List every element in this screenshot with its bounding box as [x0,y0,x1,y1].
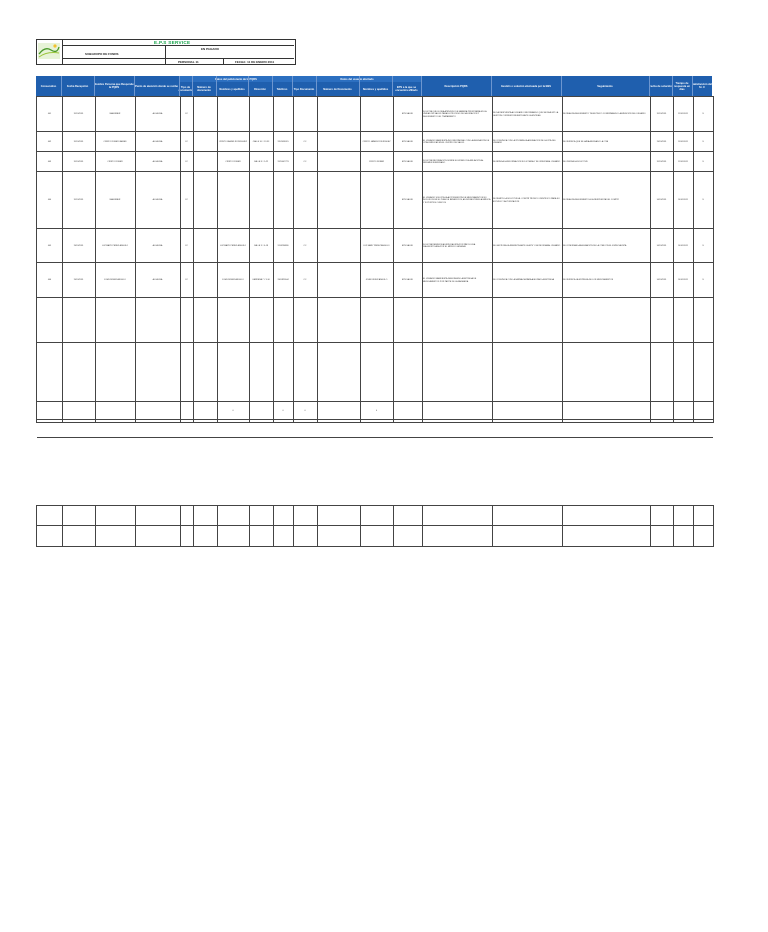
column-divider [272,76,273,96]
table-cell [674,344,692,401]
table-cell: LUZ MARY PEREZ ANGULO [363,244,390,247]
column-header: Tipo Documento [293,87,315,91]
table-cell [63,299,94,342]
table-cell [250,299,272,342]
table-cell [181,421,192,437]
table-cell: S [702,113,704,116]
table-cell [361,299,392,342]
table-cell [294,421,316,437]
table-cell [318,421,359,437]
table-cell: SE CIERRA LA SOLICITUD [563,160,588,163]
table-cell [394,299,421,342]
table-cell [38,344,61,401]
column-divider [193,506,194,546]
pqrs-table [36,96,714,423]
table-cell: 004 [47,199,52,202]
table-cell [423,299,491,342]
column-header: Número de Documento [323,87,352,91]
column-divider [216,76,217,96]
table-cell [194,299,216,342]
table-cell: SE BRINDA LA INFORMACIÓN SOLICITADA Y SE ORIENTA AL USUARIO [493,160,561,163]
column-divider [249,506,250,546]
table-row [37,151,713,172]
group-header-peticionario: Datos del peticionario de la PQRS [180,76,292,82]
group-header-usuario: Datos del usuario afectado [292,76,422,82]
table-cell [394,403,421,419]
table-cell: 0 [304,409,306,412]
table-cell: SOLICITA INFORMACIÓN SOBRE EL ESTADO DE AFILIACIÓN AL RÉGIMEN SUBSIDIADO [423,159,484,164]
table-cell: CC [185,160,188,163]
table-cell [250,173,272,228]
column-divider [248,76,249,96]
table-cell: CALLE 10 # 12-33 [252,140,270,143]
table-cell: S [702,160,704,163]
table-cell: CRISTO ROBER [368,160,385,163]
table-cell [194,403,216,419]
table-cell [694,403,712,419]
header-divider [62,45,294,46]
column-header: Punto de atención donde se recibe [135,84,178,88]
column-divider [180,506,181,546]
header-divider [165,45,166,64]
table-cell: EPS SALUD [401,113,414,116]
column-divider [316,76,317,96]
column-divider [492,506,493,546]
table-cell: 12/01/2011 [678,113,688,116]
table-cell: S [702,279,704,282]
table-cell [38,299,61,342]
table-row [37,437,713,456]
table-cell [694,344,712,401]
table-cell [394,439,421,455]
table-cell: CRISTO ROBER [225,160,241,163]
table-cell [38,421,61,437]
header-divider [62,58,294,59]
column-header: EPS a la que se encuentra afiliado [395,86,418,92]
table-cell [361,98,392,131]
table-cell [218,439,248,455]
table-cell [394,421,421,437]
table-cell [651,344,672,401]
table-cell [318,230,359,262]
table-cell: EPS SALUD [401,279,414,282]
column-header: Seguimiento [597,84,613,88]
column-header: Nombres y apellidos [362,87,389,91]
column-header: Teléfono [276,87,288,91]
table-cell: 12/01/2011 [656,160,667,163]
table-cell [694,421,712,437]
column-divider [692,76,693,96]
table-cell [423,439,491,455]
table-cell [563,439,649,455]
table-cell: 12/01/2011 [656,113,667,116]
table-cell [63,344,94,401]
table-cell [694,299,712,342]
column-header: Descripción PQRS [444,84,468,88]
table-cell: 005 [47,244,52,247]
table-row [37,262,713,298]
table-cell: MAGINBER [109,113,121,116]
table-cell: CC [185,244,188,247]
table-cell: ALCALDÍA [152,279,163,282]
table-cell: EPS SALUD [401,140,414,143]
table-cell: EL USUARIO MANIFIESTA DEMORA EN LA ENTREGA DE MEDICAMENTOS POR PARTE DE LA FARMACIA [423,278,477,283]
table-cell [493,299,561,342]
column-divider [192,76,193,96]
header-subtitle: SUBGRUPO DE FUNDS [85,52,119,56]
table-cell [361,421,392,437]
table-cell: 3114230880 [277,244,289,247]
header-meta-left: PERSONAL 11 [178,60,199,64]
table-cell [218,344,248,401]
table-cell [294,98,316,131]
table-cell [218,421,248,437]
company-logo-icon [37,41,61,61]
table-row [37,401,713,420]
table-cell [318,153,359,171]
table-cell: SE REMITE LA SOLICITUD AL COMITÉ TÉCNICO CIENTÍFICO PARA SU ESTUDIO Y AUTORIZACIÓN [493,198,560,203]
table-cell [563,299,649,342]
table-cell [181,439,192,455]
table-cell: 0 [232,409,234,412]
table-cell [318,173,359,228]
table-cell: SE COMUNICA CON LA IPS PARA LA ASIGNACIÓN DE LA CITA DEL USUARIO [493,139,556,144]
column-divider [94,76,95,96]
table-cell: 13/01/2011 [73,279,84,282]
table-cell: 14/01/2011 [678,199,688,202]
column-divider [392,76,393,96]
table-cell: CC [303,279,307,282]
header-divider [223,58,224,64]
table-cell [361,344,392,401]
table-cell: 13/01/2011 [656,140,667,143]
table-cell [361,439,392,455]
table-cell [274,98,292,131]
table-cell [318,264,359,297]
table-cell: LUZ MARY PEREZ ANGULO [219,244,247,247]
column-divider [95,506,96,546]
table-cell [136,344,179,401]
column-divider [673,506,674,546]
table-cell: CC [303,244,307,247]
header-meta-right: FECHA: 11 DE ENERO 2011 [235,60,275,64]
table-cell [274,173,292,228]
table-cell: SE DA RESPUESTA AL USUARIO INFORMANDO QUE SE REALIZÓ LA GESTIÓN CORRESPONDIENTE ANTE LA ENTIDAD [493,112,559,117]
table-cell: CC [185,199,188,202]
table-cell [194,98,216,131]
column-header: Nombre Persona que Responde la PQRS [94,83,134,89]
table-cell: CRISTO JAIMES RODRÍGUEZ [219,140,247,143]
table-cell: CC [303,140,307,143]
table-cell [38,439,61,455]
table-cell: 14/01/2011 [656,244,667,247]
column-divider [562,506,563,546]
table-cell [96,421,134,437]
table-cell: 3125047723 [277,160,289,163]
table-cell [250,344,272,401]
table-cell: 001 [47,113,52,116]
table-cell: EPS SALUD [401,160,414,163]
table-cell [318,133,359,151]
table-cell: EL USUARIO SOLICITA LA AUTORIZACIÓN DE MEDICAMENTOS NO INCLUIDOS EN EL PLAN DE BENEFICIOS, ADJUNTA FÓRMULA MÉDICA Y SOPORTES CLÍNICOS [423,196,491,204]
table-cell [194,344,216,401]
table-cell [423,344,491,401]
table-cell [274,421,292,437]
column-divider [359,76,360,96]
column-divider [61,76,62,96]
column-divider [491,76,492,96]
table-cell [63,403,94,419]
table-cell: EPS SALUD [401,199,414,202]
table-cell [136,439,179,455]
column-divider [134,76,135,96]
table-cell [181,344,192,401]
table-cell: 14/01/2011 [656,199,667,202]
table-cell: 12/01/2011 [73,160,84,163]
column-divider [693,506,694,546]
table-cell [194,264,216,297]
table-row [37,228,713,263]
table-cell [563,403,649,419]
table-cell: 3105823644 [277,279,289,282]
table-cell [181,299,192,342]
table-cell: S [702,140,704,143]
header-divider [62,39,63,64]
table-cell [218,299,248,342]
table-cell: CC [303,160,307,163]
table-cell: EPS SALUD [401,244,414,247]
table-cell: LUZ MARY PEREZ ANGULO [101,244,129,247]
column-header: Fecha de solución [649,84,672,88]
table-cell: 14/01/2011 [678,244,688,247]
table-cell: 003 [47,160,52,163]
table-cell [674,299,692,342]
column-header: Tiempo de respuesta en días [673,81,690,91]
column-divider [273,506,274,546]
table-cell: S [702,199,704,202]
table-cell: SE COMUNICA CON LA FARMACIA PARA AGILIZAR LA ENTREGA [493,279,554,282]
table-cell [274,439,292,455]
table-cell [651,421,672,437]
table-cell [563,421,649,437]
column-divider [561,76,562,96]
column-divider [360,506,361,546]
table-row [37,297,713,343]
table-cell: 12/01/2011 [73,199,84,202]
column-header: Tipo de documento [178,86,193,92]
table-cell [493,421,561,437]
table-row [37,96,713,132]
table-cell [63,421,94,437]
table-cell: ALCALDÍA [152,244,163,247]
table-cell [651,403,672,419]
table-cell [250,439,272,455]
table-cell: JOHN DIDIER ANGULO [365,279,388,282]
table-cell: 002 [47,140,52,143]
table-cell [218,173,248,228]
table-cell [294,439,316,455]
table-cell: 13/01/2011 [73,244,84,247]
table-cell [194,153,216,171]
table-cell [136,421,179,437]
table-cell: SE REALIZA SEGUIMIENTO TELEFÓNICO CONFIRMANDO LA ATENCIÓN DEL USUARIO [563,113,646,116]
org-title: E.P.S SERVICE [154,39,191,45]
table-cell [274,344,292,401]
table-cell: SE GESTIONA LA REMISIÓN ANTE LA EPS Y SE INFORMA AL USUARIO [493,244,561,247]
table-cell [294,299,316,342]
column-header: Fecha Recepción [66,84,89,88]
column-divider [317,506,318,546]
column-divider [179,76,180,96]
table-cell: CALLE 3 # 4-18 [253,244,269,247]
table-row [37,419,713,438]
table-cell [493,344,561,401]
table-cell: CRISTO JAIMES RODRÍGUEZ [362,140,391,143]
table-cell: SE VERIFICA QUE SE HAYA ASIGNADO LA CITA [563,140,608,143]
table-cell [96,403,134,419]
table-cell [218,98,248,131]
table-cell [294,173,316,228]
table-cell: JOHN DIDIER ANGULO [222,279,244,282]
column-divider [62,506,63,546]
table-cell [493,439,561,455]
table-cell: CALLE 8 # 5-22 [253,160,269,163]
table-cell [63,439,94,455]
table-cell: SE VERIFICA LA ENTREGA DE LOS MEDICAMENTOS [563,279,614,282]
column-header-band [36,76,712,96]
table-cell [181,403,192,419]
table-cell [294,344,316,401]
table-cell: ALCALDÍA [152,199,163,202]
table-cell [674,421,692,437]
table-cell [493,403,561,419]
table-cell: 12/01/2011 [73,140,84,143]
table-cell: CC [185,140,188,143]
table-cell: 14/01/2011 [656,279,667,282]
table-cell: ALCALDÍA [152,140,163,143]
table-cell: 12/01/2011 [73,113,84,116]
table-cell [250,421,272,437]
table-cell [194,133,216,151]
table-row [37,525,713,526]
table-cell: 13/01/2011 [678,140,688,143]
column-header: Consecutivo [40,84,57,88]
table-cell [651,439,672,455]
table-cell: S [702,244,704,247]
table-cell: SOLICITA REMISIÓN A ESPECIALISTA POR PATOLOGÍA DIAGNOSTICADA POR EL MÉDICO GENERAL [423,243,476,248]
table-cell: MAGINBER [109,199,121,202]
column-header: Gestión o solución efectuada por la EBS [500,84,551,88]
table-cell: 0 [282,409,284,412]
column-divider [421,76,422,96]
table-cell: CC [185,279,188,282]
table-cell [563,344,649,401]
table-cell [674,403,692,419]
column-divider [393,506,394,546]
table-cell [318,439,359,455]
table-cell: CC [185,113,188,116]
table-cell: CRISTO ROBER JAIMES [103,140,127,143]
table-cell [318,98,359,131]
column-divider [293,506,294,546]
table-cell [318,299,359,342]
column-divider [649,76,650,96]
table-cell: JOHN DIDIER ANGULO [104,279,126,282]
table-cell: 006 [47,279,52,282]
table-cell [361,173,392,228]
table-cell [194,439,216,455]
table-cell [318,344,359,401]
column-header: Dirección [254,87,266,91]
table-cell [274,299,292,342]
table-cell [96,344,134,401]
table-cell [194,173,216,228]
table-cell [194,421,216,437]
table-cell [194,230,216,262]
header-meta-top: EN PAGADO [201,47,219,51]
column-header: Satisfacción del Sr. C [692,83,712,89]
column-divider [292,76,293,96]
table-cell [423,403,491,419]
table-cell [250,98,272,131]
table-row [37,131,713,152]
column-divider [422,506,423,546]
table-row [37,342,713,402]
table-cell [136,403,179,419]
table-cell: SE REALIZA SEGUIMIENTO A LA RESPUESTA DEL COMITÉ [563,199,619,202]
pqrs-table-blank [36,505,714,547]
column-divider [135,506,136,546]
table-cell [694,439,712,455]
table-row [37,171,713,229]
column-divider [217,506,218,546]
column-header: Nombres y apellidos [219,87,245,91]
table-cell [674,439,692,455]
table-cell [96,299,134,342]
table-cell: 3152058015 [277,140,289,143]
table-cell [423,421,491,437]
table-cell [250,403,272,419]
table-cell: ALCALDÍA [152,160,163,163]
column-header: Número de documento [197,86,211,92]
table-cell [394,344,421,401]
table-cell [318,403,359,419]
table-cell [651,299,672,342]
table-cell: 14/01/2011 [678,279,688,282]
column-divider [650,506,651,546]
table-cell [38,403,61,419]
table-cell: SOLICITA QUE LE SEA ATENDIDO DE MANERA PRIORITARIA EN LA UNIDAD DE SALUD PARA EL PROCESO DE VALORACIÓN Y SEGUIMIENTO DEL TRATAMIENTO [423,110,487,118]
table-cell: CARRERA 7 # 9-10 [252,279,270,282]
table-cell [96,439,134,455]
table-cell: EL USUARIO MANIFIESTA INCONFORMIDAD CON LA ASIGNACIÓN DE CITAS MÉDICAS EN EL CENTRO DE SALUD [423,139,490,144]
table-cell: ALCALDÍA [152,113,163,116]
table-cell: 0 [375,409,378,412]
column-divider [672,76,673,96]
table-cell: SE CONFIRMA LA ASIGNACIÓN DE LA CITA CON EL ESPECIALISTA [563,244,627,247]
table-cell [136,299,179,342]
table-cell: 12/01/2011 [678,160,688,163]
table-cell: CRISTO ROBER [107,160,123,163]
